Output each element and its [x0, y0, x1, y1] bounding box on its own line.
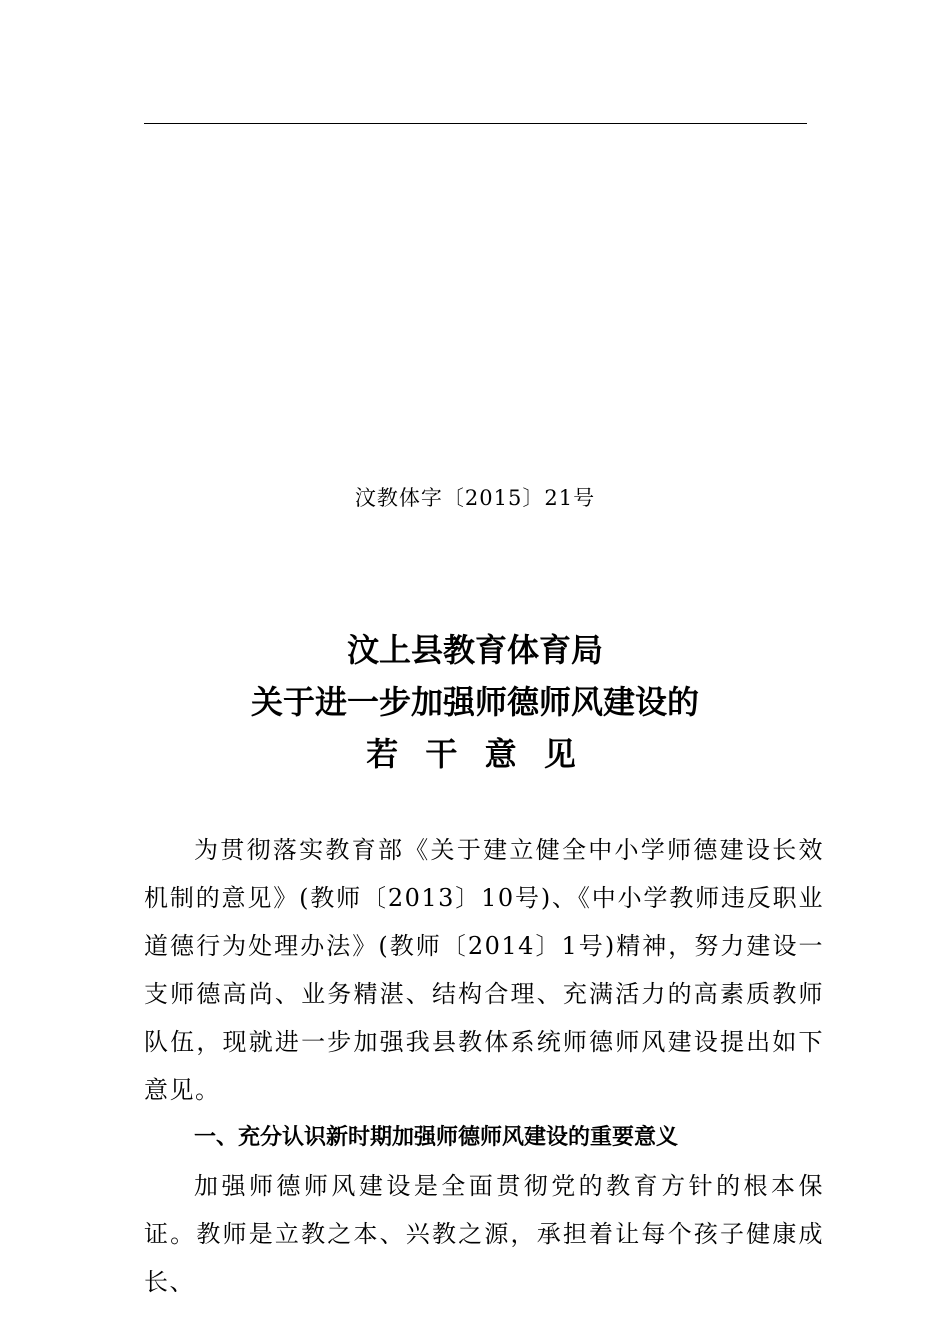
title-line-3: 若 干 意 见 — [366, 735, 584, 773]
title-line-1: 汶上县教育体育局 — [346, 631, 603, 669]
body-paragraph-1: 为贯彻落实教育部《关于建立健全中小学师德建设长效机制的意见》(教师〔2013〕10号)、《中小学教师违反职业道德行为处理办法》(教师〔2014〕1号)精神，努力建设一支师德高尚、业务精湛、结构合理、充满活力的高素质教师队伍，现就进一步加强我县教体系统师德师风建设提出如下意见。 — [144, 836, 824, 1104]
document-title — [0, 624, 950, 780]
section-heading-1: 一、充分认识新时期加强师德师风建设的重要意义 — [194, 1125, 679, 1150]
title-line-2: 关于进一步加强师德师风建设的 — [250, 683, 699, 721]
document-number: 汶教体字〔2015〕21号 — [354, 486, 596, 510]
document-body — [144, 826, 824, 1306]
header-rule — [144, 123, 807, 124]
body-paragraph-2: 加强师德师风建设是全面贯彻党的教育方针的根本保证。教师是立教之本、兴教之源，承担着让每个孩子健康成长、 — [144, 1172, 824, 1296]
